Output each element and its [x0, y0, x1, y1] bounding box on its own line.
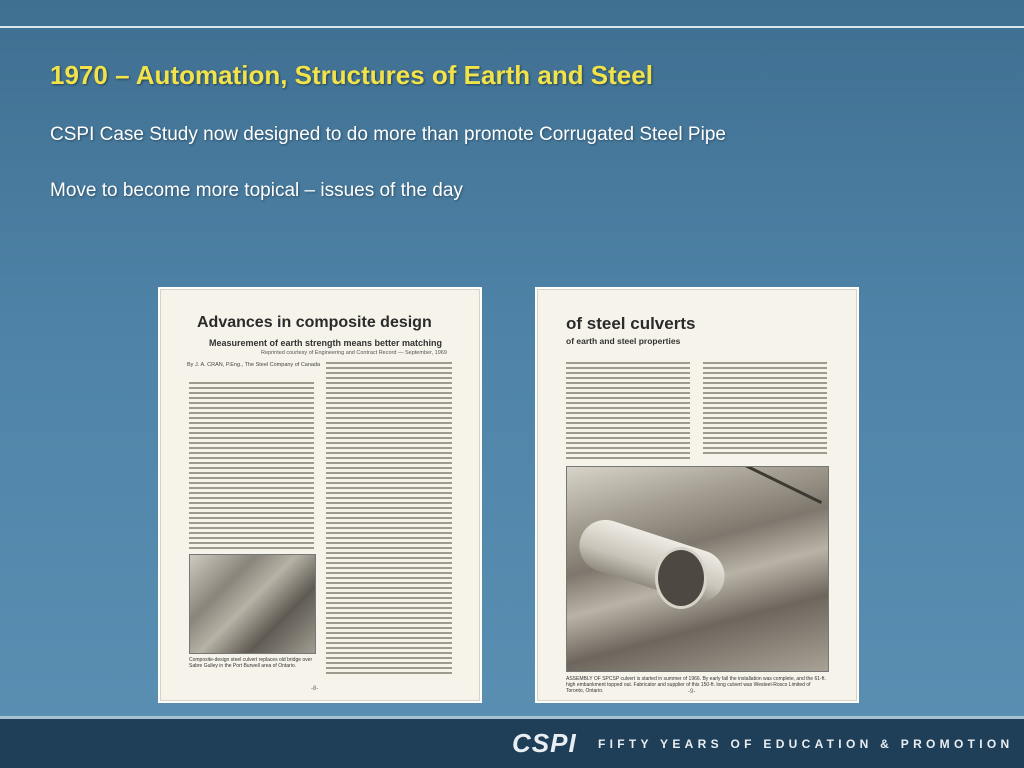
left-page-photo-caption: Composite-design steel culvert replaces old bridge over Sabre Gulley in the Port Burwell area of Ontario. — [189, 657, 313, 669]
cspi-logo: CSPI — [512, 728, 577, 758]
slide-title: 1970 – Automation, Structures of Earth and Steel — [50, 60, 653, 90]
culvert-assembly-photo — [566, 466, 829, 672]
article-page-left — [160, 289, 480, 701]
top-divider — [0, 26, 1024, 28]
left-page-folio: -8- — [311, 686, 319, 692]
bridge-culvert-photo — [189, 554, 316, 654]
bullet-2: Move to become more topical – issues of the day — [50, 180, 463, 201]
left-page-credit: Reprinted courtesy of Engineering and Contract Record — September, 1969 — [261, 350, 447, 356]
steel-pipe-shape — [573, 513, 732, 609]
left-page-byline: By J. A. CRAN, P.Eng., The Steel Company of Canada — [187, 362, 321, 368]
right-page-photo-caption: ASSEMBLY OF SPCSP culvert is started in summer of 1966. By early fall the installation was complete, and the 61-ft. high embankment topped out. Fabricator and supplier of this 150-ft. long culvert was Westeel-Rosco Limited of Toronto, Ontario. — [566, 676, 826, 694]
right-page-subheadline: of earth and steel properties — [566, 336, 681, 346]
bullet-1: CSPI Case Study now designed to do more than promote Corrugated Steel Pipe — [50, 124, 726, 145]
right-page-folio: -9- — [688, 689, 696, 695]
footer-tagline: FIFTY YEARS OF EDUCATION & PROMOTION — [598, 737, 1014, 751]
pipe-opening-shape — [655, 547, 707, 609]
right-page-headline: of steel culverts — [566, 314, 696, 333]
article-page-right — [537, 289, 857, 701]
left-page-subheadline: Measurement of earth strength means better matching — [209, 338, 443, 348]
right-page-column-1 — [566, 362, 690, 462]
left-page-column-2 — [326, 362, 452, 677]
left-page-column-1 — [189, 382, 314, 552]
right-page-column-2 — [703, 362, 827, 457]
crane-boom-shape — [722, 466, 822, 504]
left-page-headline: Advances in composite design — [197, 314, 432, 331]
